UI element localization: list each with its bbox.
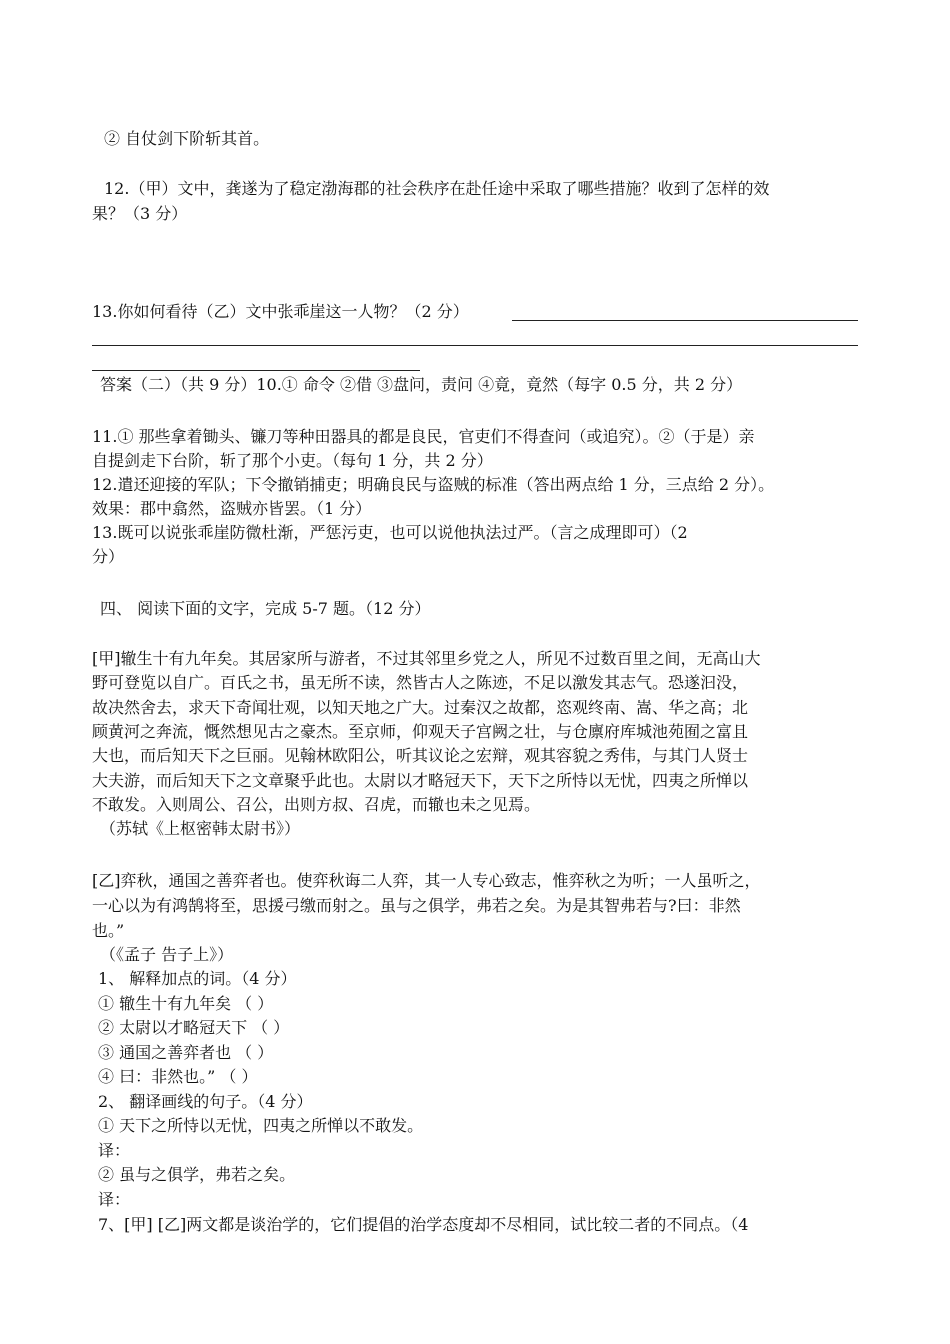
text-line: 效果：郡中翕然，盗贼亦皆罢。（1 分）	[92, 499, 372, 518]
answer-blank[interactable]	[92, 370, 420, 371]
passage-jia: 野可登览以自广。百氏之书，虽无所不读，然皆古人之陈迹，不足以激发其志气。恐遂汩没，	[92, 673, 749, 692]
passage-jia: 不敢发。入则周公、召公，出则方叔、召虎，而辙也未之见焉。	[92, 795, 541, 814]
question-13: 13.你如何看待（乙）文中张乖崖这一人物？（2 分）	[92, 302, 469, 321]
translate-label: 译：	[98, 1190, 131, 1209]
passage-yi: 也。”	[92, 921, 125, 940]
answer-heading: 答案（二）（共 9 分）10.① 命令 ②借 ③盘问，责问 ④竟，竟然（每字 0.5 分，共 2 分）	[100, 375, 743, 394]
passage-jia: 大夫游，而后知天下之文章聚乎此也。太尉以才略冠天下，天下之所恃以无忧，四夷之所惮以	[92, 771, 749, 790]
answer-blank[interactable]	[512, 320, 858, 321]
vocab-item: ③ 通国之善弈者也 （ ）	[98, 1043, 274, 1062]
answer-13: 13.既可以说张乖崖防微杜渐，严惩污吏，也可以说他执法过严。（言之成理即可）（2	[92, 523, 688, 542]
question-7: 7、[甲] [乙]两文都是谈治学的，它们提倡的治学态度却不尽相同，试比较二者的不同点。（4	[98, 1215, 749, 1234]
passage-yi: [乙]弈秋，通国之善弈者也。使弈秋诲二人弈，其一人专心致志，惟弈秋之为听；一人虽听之，	[92, 871, 761, 890]
answer-blank[interactable]	[92, 345, 858, 346]
source-citation: （《孟子 告子上》）	[100, 945, 234, 964]
passage-jia: 顾黄河之奔流，慨然想见古之豪杰。至京师，仰观天子宫阙之壮，与仓廪府库城池苑囿之富且	[92, 722, 749, 741]
section-heading: 四、 阅读下面的文字，完成 5-7 题。（12 分）	[100, 599, 431, 618]
answer-11: 11.① 那些拿着锄头、镰刀等种田器具的都是良民，官吏们不得查问（或追究）。②（于是）亲	[92, 427, 755, 446]
passage-yi: 一心以为有鸿鹄将至，思援弓缴而射之。虽与之俱学，弗若之矣。为是其智弗若与?曰：非然	[92, 896, 741, 915]
vocab-item: ① 辙生十有九年矣 （ ）	[98, 994, 274, 1013]
text-line: 分）	[92, 547, 125, 566]
translate-label: 译：	[98, 1141, 131, 1160]
source-citation: （苏轼《上枢密韩太尉书》）	[100, 819, 301, 838]
answer-12: 12.遣还迎接的军队；下令撤销捕吏；明确良民与盗贼的标准（答出两点给 1 分，三点给 2 分）。	[92, 475, 775, 494]
text-line: ② 自仗剑下阶斩其首。	[104, 129, 270, 148]
text-line: 自提剑走下台阶，斩了那个小吏。（每句 1 分，共 2 分）	[92, 451, 493, 470]
translate-item: ② 虽与之俱学，弗若之矣。	[98, 1165, 296, 1184]
question-12: 12.（甲）文中，龚遂为了稳定渤海郡的社会秩序在赴任途中采取了哪些措施？收到了怎样的效	[104, 179, 770, 198]
vocab-item: ② 太尉以才略冠天下 （ ）	[98, 1018, 290, 1037]
passage-jia: 大也，而后知天下之巨丽。见翰林欧阳公，听其议论之宏辩，观其容貌之秀伟，与其门人贤士	[92, 746, 749, 765]
translate-item: ① 天下之所恃以无忧，四夷之所惮以不敢发。	[98, 1116, 424, 1135]
passage-jia: 故决然舍去，求天下奇闻壮观，以知天地之广大。过秦汉之故都，恣观终南、嵩、华之高；北	[92, 698, 749, 717]
passage-jia: [甲]辙生十有九年矣。其居家所与游者，不过其邻里乡党之人，所见不过数百里之间，无高山大	[92, 649, 761, 668]
question-2: 2、 翻译画线的句子。（4 分）	[98, 1092, 313, 1111]
text-line: 果？（3 分）	[92, 204, 188, 223]
question-1: 1、 解释加点的词。（4 分）	[98, 969, 297, 988]
vocab-item: ④ 曰：非然也。” （ ）	[98, 1067, 258, 1086]
